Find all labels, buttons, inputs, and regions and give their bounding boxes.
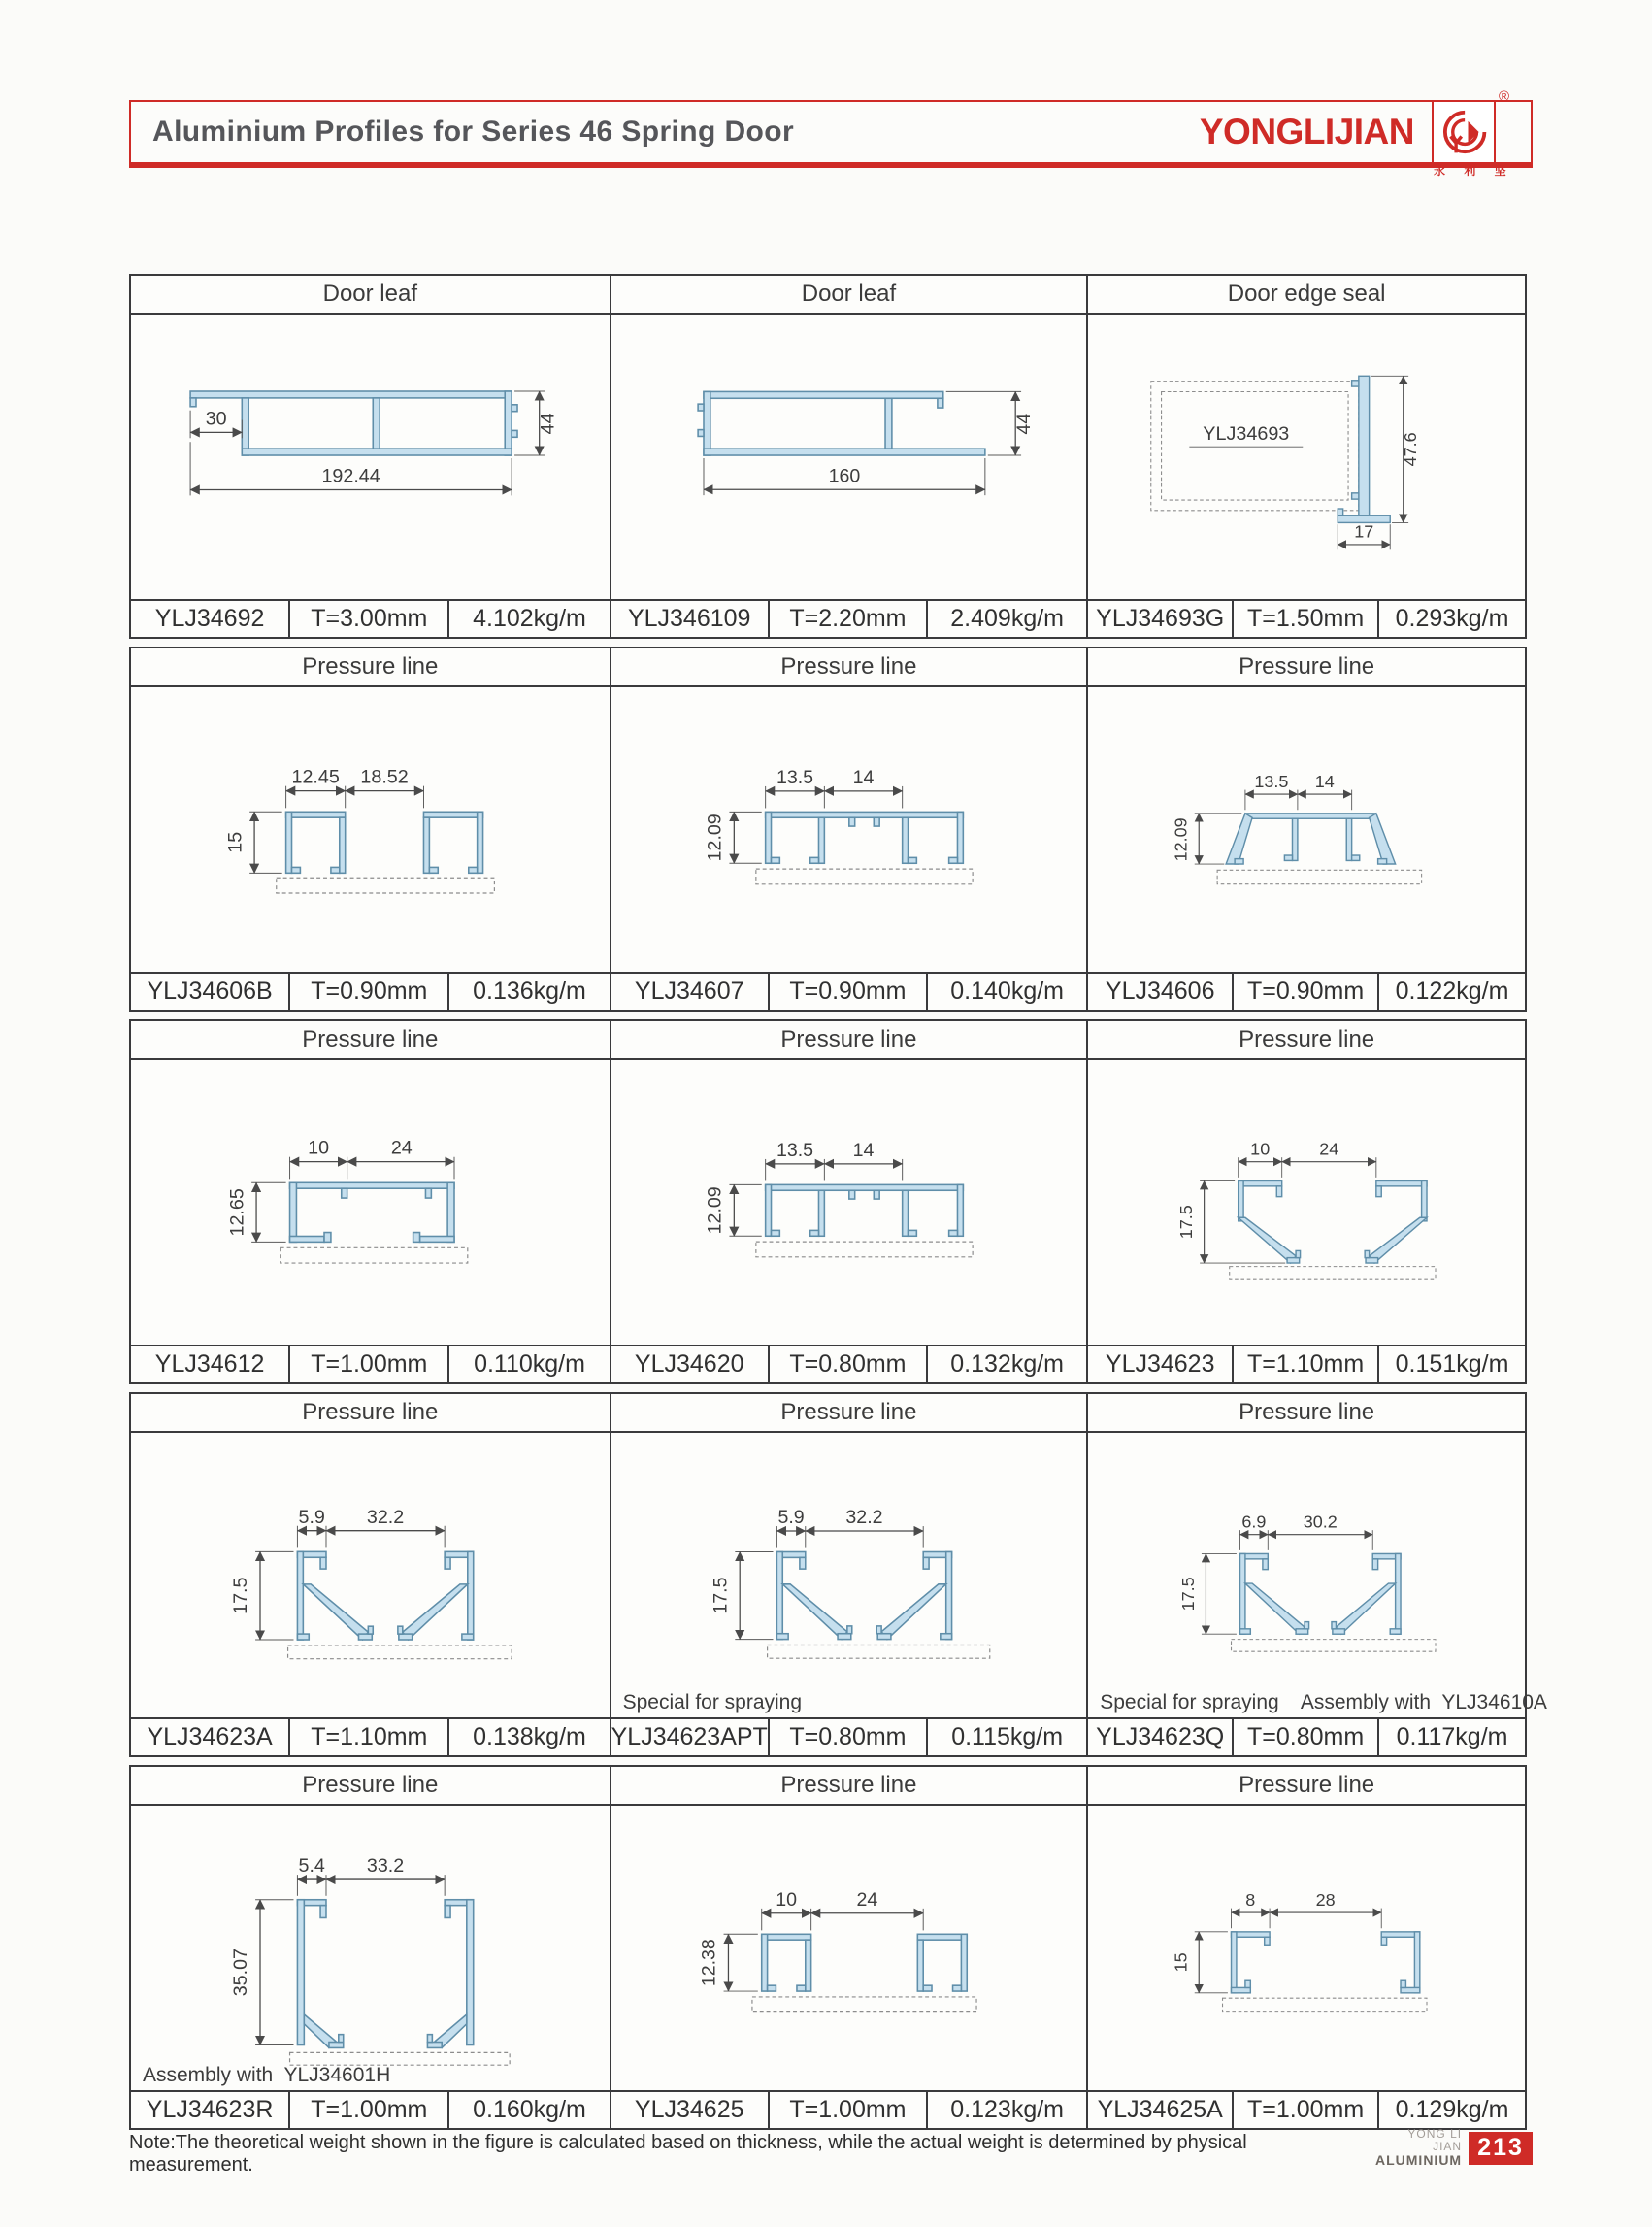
- thickness-label: T=0.90mm: [770, 974, 928, 1010]
- cell-footer: [131, 972, 610, 1010]
- profile-cell-ylj34612: [131, 1021, 611, 1382]
- cell-header: Door leaf: [611, 276, 1087, 315]
- cell-footer: [131, 2090, 610, 2128]
- model-label: YLJ34612: [131, 1346, 290, 1382]
- dim-label: 32.2: [366, 1506, 405, 1528]
- cell-drawing-area: [611, 1060, 1087, 1345]
- profile-cell-ylj34623a: [131, 1394, 611, 1755]
- dim-label: 14: [852, 767, 875, 789]
- weight-label: 0.122kg/m: [1395, 978, 1509, 1005]
- weight-label: 4.102kg/m: [473, 605, 586, 632]
- dim-label: 12.09: [704, 814, 726, 862]
- profile-drawing: [611, 1060, 1087, 1345]
- dim-label: 15: [1171, 1952, 1191, 1973]
- dim-label: 35.07: [230, 1947, 252, 1997]
- cell-footer: [611, 1345, 1087, 1382]
- profile-drawing: [131, 315, 610, 599]
- dim-label: 24: [390, 1137, 413, 1159]
- profile-cell-ylj34623apt: [611, 1394, 1089, 1755]
- dim-label: 6.9: [1241, 1512, 1267, 1532]
- cell-note: Special for spraying: [622, 1691, 803, 1713]
- cell-drawing-area: [131, 687, 610, 972]
- cell-header: Pressure line: [1088, 1767, 1525, 1806]
- cell-footer: [611, 599, 1087, 637]
- row-block-2: [129, 647, 1527, 1012]
- profile-drawing: [1088, 315, 1525, 599]
- cell-footer: [131, 1345, 610, 1382]
- logo-swirl-icon: [1437, 106, 1490, 158]
- dim-label: 17.5: [710, 1577, 732, 1614]
- cell-drawing-area: [611, 315, 1087, 599]
- dim-label: 10: [775, 1888, 797, 1911]
- dim-label: 13.5: [776, 1140, 813, 1162]
- profile-cell-ylj34623r: [131, 1767, 611, 2128]
- dim-label: 17.5: [230, 1577, 252, 1614]
- brand-logo: [1432, 88, 1514, 178]
- model-label: YLJ34625: [611, 2092, 770, 2128]
- brand-block: [1199, 88, 1514, 178]
- dim-label: 28: [1315, 1889, 1336, 1910]
- cell-drawing-area: [131, 1433, 610, 1717]
- cell-footer: [1088, 2090, 1525, 2128]
- profile-drawing: [611, 1806, 1087, 2090]
- footnote: Note:The theoretical weight shown in the figure is calculated based on thickness, while the actual weight is determined by physical measurement.: [129, 2132, 1247, 2176]
- weight-label: 0.115kg/m: [951, 1723, 1064, 1750]
- model-label: YLJ34620: [611, 1346, 770, 1382]
- dim-label: 10: [1250, 1139, 1271, 1159]
- dim-label: 44: [1012, 413, 1035, 435]
- profile-table: [129, 274, 1547, 2138]
- dim-label: 30: [205, 408, 227, 430]
- profile-cell-ylj34625: [611, 1767, 1089, 2128]
- profile-drawing: [131, 1806, 610, 2090]
- cell-note: Assembly with YLJ34601H: [143, 2064, 391, 2086]
- profile-drawing: [131, 687, 610, 972]
- cell-drawing-area: [131, 1060, 610, 1345]
- cell-header: Pressure line: [1088, 648, 1525, 687]
- thickness-label: T=1.00mm: [290, 1346, 449, 1382]
- cell-drawing-area: [611, 1806, 1087, 2090]
- dim-label: 13.5: [776, 767, 813, 789]
- profile-cell-ylj34625a: [1088, 1767, 1525, 2128]
- cell-footer: [1088, 972, 1525, 1010]
- weight-label: 0.123kg/m: [950, 2096, 1065, 2123]
- cell-header: Pressure line: [1088, 1394, 1525, 1433]
- weight-label: 0.136kg/m: [473, 978, 586, 1005]
- mating-profile-label: YLJ34693: [1203, 422, 1290, 445]
- dim-label: 14: [1315, 771, 1336, 791]
- row-block-1: [129, 274, 1527, 639]
- dim-label: 33.2: [366, 1855, 405, 1878]
- dim-label: 32.2: [845, 1507, 883, 1529]
- thickness-label: T=0.80mm: [770, 1719, 928, 1755]
- thickness-label: T=1.10mm: [290, 1719, 449, 1755]
- dim-label: 12.38: [698, 1939, 720, 1987]
- cell-header: Pressure line: [611, 648, 1087, 687]
- dim-label: 44: [537, 413, 559, 435]
- cell-header: Pressure line: [611, 1021, 1087, 1060]
- dim-label: 12.09: [1171, 817, 1191, 862]
- dim-label: 13.5: [1254, 771, 1289, 791]
- dim-label: 24: [1319, 1139, 1339, 1159]
- thickness-label: T=3.00mm: [290, 601, 449, 637]
- model-label: YLJ34607: [611, 974, 770, 1010]
- dim-label: 17: [1354, 521, 1374, 542]
- dim-label: 30.2: [1304, 1512, 1338, 1532]
- dim-label: 15: [224, 831, 247, 853]
- weight-label: 0.110kg/m: [474, 1350, 585, 1378]
- dim-label: 17.5: [1178, 1577, 1199, 1612]
- model-label: YLJ34623R: [131, 2092, 290, 2128]
- profile-drawing: [611, 315, 1087, 599]
- cell-drawing-area: [1088, 1806, 1525, 2090]
- thickness-label: T=1.00mm: [290, 2092, 449, 2128]
- badge-brand: [1374, 2128, 1462, 2169]
- cell-header: Pressure line: [1088, 1021, 1525, 1060]
- badge-brand-line1: YONG LI JIAN: [1407, 2127, 1463, 2154]
- profile-drawing: [1088, 1433, 1525, 1717]
- cell-note: Special for spraying Assembly with YLJ34610A: [1100, 1691, 1547, 1713]
- model-label: YLJ34692: [131, 601, 290, 637]
- dim-label: 5.4: [298, 1855, 325, 1878]
- brand-chinese: 永 利 坚: [1434, 164, 1514, 178]
- registered-icon: ®: [1498, 88, 1509, 105]
- model-label: YLJ34606B: [131, 974, 290, 1010]
- dim-label: 5.9: [777, 1507, 805, 1529]
- weight-label: 0.140kg/m: [950, 978, 1065, 1005]
- thickness-label: T=0.90mm: [290, 974, 449, 1010]
- cell-drawing-area: [611, 687, 1087, 972]
- cell-header: Pressure line: [611, 1394, 1087, 1433]
- brand-wordmark: YONGLIJIAN: [1199, 112, 1414, 151]
- model-label: YLJ34623APT: [611, 1719, 770, 1755]
- cell-header: Pressure line: [131, 1021, 610, 1060]
- badge-brand-line2: ALUMINIUM: [1375, 2152, 1463, 2169]
- page-title: Aluminium Profiles for Series 46 Spring Door: [152, 116, 795, 148]
- cell-footer: [131, 599, 610, 637]
- profile-cell-ylj34620: [611, 1021, 1089, 1382]
- dim-label: 14: [852, 1140, 875, 1162]
- dim-label: 5.9: [298, 1506, 325, 1528]
- thickness-label: T=1.50mm: [1234, 601, 1379, 637]
- row-block-3: [129, 1019, 1527, 1384]
- cell-header: Pressure line: [131, 1394, 610, 1433]
- dim-label: 12.65: [226, 1188, 248, 1237]
- weight-label: 2.409kg/m: [950, 605, 1065, 632]
- profile-drawing: [1088, 687, 1525, 972]
- thickness-label: T=2.20mm: [770, 601, 928, 637]
- model-label: YLJ34623A: [131, 1719, 290, 1755]
- model-label: YLJ34606: [1088, 974, 1234, 1010]
- page-number: 213: [1469, 2132, 1533, 2165]
- model-label: YLJ34693G: [1088, 601, 1234, 637]
- profile-drawing: [1088, 1060, 1525, 1345]
- cell-footer: [611, 2090, 1087, 2128]
- cell-footer: [1088, 599, 1525, 637]
- dim-label: 10: [308, 1137, 330, 1159]
- page-footer: [129, 2128, 1533, 2177]
- cell-footer: [1088, 1717, 1525, 1755]
- cell-footer: [611, 1717, 1087, 1755]
- weight-label: 0.132kg/m: [950, 1350, 1065, 1378]
- dim-label: 12.45: [291, 766, 340, 788]
- model-label: YLJ34623Q: [1088, 1719, 1234, 1755]
- dim-label: 8: [1245, 1889, 1256, 1910]
- dim-label: 47.6: [1401, 432, 1421, 467]
- page-header: [129, 88, 1533, 178]
- profile-cell-ylj34623: [1088, 1021, 1525, 1382]
- weight-label: 0.117kg/m: [1396, 1723, 1508, 1750]
- cell-header: Pressure line: [131, 1767, 610, 1806]
- model-label: YLJ346109: [611, 601, 770, 637]
- cell-footer: [131, 1717, 610, 1755]
- weight-label: 0.129kg/m: [1395, 2096, 1509, 2123]
- cell-drawing-area: [1088, 687, 1525, 972]
- cell-footer: [611, 972, 1087, 1010]
- profile-drawing: [1088, 1806, 1525, 2090]
- profile-cell-ylj346109: [611, 276, 1089, 637]
- profile-drawing: [611, 1433, 1087, 1717]
- thickness-label: T=1.10mm: [1234, 1346, 1379, 1382]
- cell-header: Pressure line: [131, 648, 610, 687]
- cell-drawing-area: [1088, 1433, 1547, 1717]
- weight-label: 0.293kg/m: [1395, 605, 1509, 632]
- row-block-4: [129, 1392, 1547, 1757]
- profile-cell-ylj34606: [1088, 648, 1525, 1010]
- logo-box: [1432, 88, 1514, 178]
- weight-label: 0.151kg/m: [1395, 1350, 1509, 1378]
- cell-header: Pressure line: [611, 1767, 1087, 1806]
- thickness-label: T=0.80mm: [1234, 1719, 1379, 1755]
- dim-label: 24: [856, 1888, 877, 1911]
- profile-cell-ylj34606b: [131, 648, 611, 1010]
- weight-label: 0.160kg/m: [473, 2096, 586, 2123]
- profile-drawing: [131, 1060, 610, 1345]
- cell-footer: [1088, 1345, 1525, 1382]
- profile-cell-ylj34607: [611, 648, 1089, 1010]
- thickness-label: T=1.00mm: [1234, 2092, 1379, 2128]
- cell-header: Door leaf: [131, 276, 610, 315]
- thickness-label: T=1.00mm: [770, 2092, 928, 2128]
- thickness-label: T=0.90mm: [1234, 974, 1379, 1010]
- cell-drawing-area: [1088, 315, 1525, 599]
- profile-cell-ylj34693g: [1088, 276, 1525, 637]
- dim-label: 160: [828, 465, 860, 487]
- dim-label: 12.09: [704, 1186, 726, 1235]
- cell-drawing-area: [131, 1806, 610, 2090]
- page-badge: [1374, 2128, 1533, 2169]
- profile-drawing: [131, 1433, 610, 1717]
- profile-cell-ylj34692: [131, 276, 611, 637]
- profile-drawing: [611, 687, 1087, 972]
- row-block-5: [129, 1765, 1527, 2130]
- dim-label: 192.44: [321, 465, 380, 487]
- weight-label: 0.138kg/m: [473, 1723, 586, 1750]
- cell-drawing-area: [611, 1433, 1087, 1717]
- cell-header: Door edge seal: [1088, 276, 1525, 315]
- cell-drawing-area: [1088, 1060, 1525, 1345]
- thickness-label: T=0.80mm: [770, 1346, 928, 1382]
- model-label: YLJ34623: [1088, 1346, 1234, 1382]
- dim-label: 17.5: [1176, 1205, 1197, 1240]
- cell-drawing-area: [131, 315, 610, 599]
- model-label: YLJ34625A: [1088, 2092, 1234, 2128]
- dim-label: 18.52: [360, 766, 409, 788]
- profile-cell-ylj34623q: [1088, 1394, 1547, 1755]
